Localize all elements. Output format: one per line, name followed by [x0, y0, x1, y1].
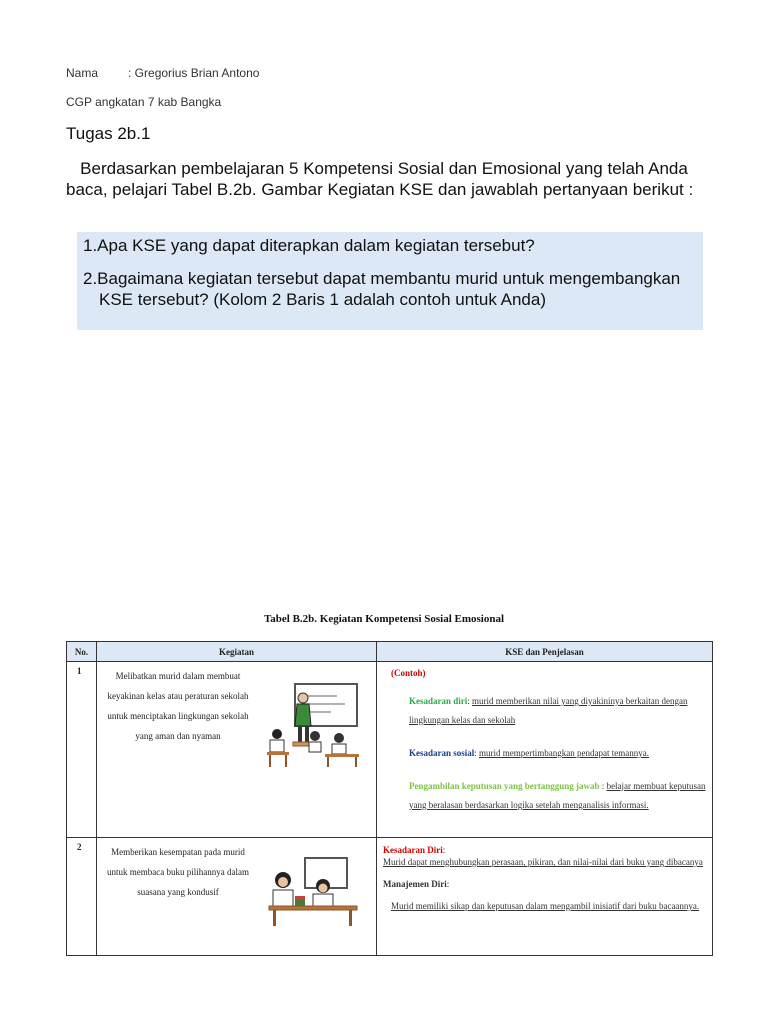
header-no: No. — [67, 642, 97, 662]
kse-label: Kesadaran Diri — [383, 845, 443, 855]
question-box — [77, 232, 703, 330]
row-number: 1 — [67, 662, 97, 838]
reading-illustration — [265, 856, 361, 930]
header-kse: KSE dan Penjelasan — [377, 642, 713, 662]
kse-cell — [377, 838, 713, 956]
activity-text: Melibatkan murid dalam membuat keyakinan kelas atau peraturan sekolah untuk menciptakan lingkungan sekolah yang aman dan nyaman — [107, 671, 249, 741]
name-label: Nama — [66, 66, 99, 80]
header-kegiatan: Kegiatan — [97, 642, 377, 662]
table-caption: Tabel B.2b. Kegiatan Kompetensi Sosial Emosional — [263, 613, 505, 625]
name-row — [66, 66, 259, 80]
kse-item: Kesadaran Diri: Murid dapat menghubungkan perasaan, pikiran, dan nilai-nilai dari buku yang dibacanya — [383, 844, 706, 868]
kse-label: Kesadaran sosial — [409, 748, 475, 758]
name-value: : Gregorius Brian Antono — [128, 66, 260, 80]
kse-label: Kesadaran diri — [409, 696, 468, 706]
question-2: 2.Bagaimana kegiatan tersebut dapat membantu murid untuk mengembangkan KSE tersebut? (Kolom 2 Baris 1 adalah contoh untuk Anda) — [83, 269, 681, 309]
row-number: 2 — [67, 838, 97, 956]
task-title: Tugas 2b.1 — [66, 124, 151, 143]
kse-table — [66, 641, 713, 956]
table-row — [67, 662, 713, 838]
kse-item: Kesadaran diri: murid memberikan nilai yang diyakininya berkaitan dengan lingkungan kelas dan sekolah — [409, 696, 688, 725]
kse-text: belajar membuat keputusan yang beralasan berdasarkan logika setelah menganalisis informasi. — [409, 781, 706, 810]
kse-label: Manajemen Diri — [383, 879, 447, 889]
kse-item: Kesadaran sosial: murid mempertimbangkan pendapat temannya. — [409, 748, 649, 758]
activity-cell — [97, 838, 377, 956]
activity-text: Memberikan kesempatan pada murid untuk membaca buku pilihannya dalam suasana yang kondusif — [107, 847, 249, 897]
kse-text: murid memberikan nilai yang diyakininya berkaitan dengan lingkungan kelas dan sekolah — [409, 696, 688, 725]
kse-text: murid mempertimbangkan pendapat temannya. — [479, 748, 649, 758]
cgp-line: CGP angkatan 7 kab Bangka — [66, 95, 222, 109]
activity-cell — [97, 662, 377, 838]
kse-text: Murid memiliki sikap dan keputusan dalam mengambil inisiatif dari buku bacaannya. — [391, 901, 700, 911]
contoh-label: (Contoh) — [391, 668, 426, 678]
instruction-paragraph — [66, 158, 706, 200]
classroom-illustration — [265, 682, 361, 770]
kse-item: Manajemen Diri: Murid memiliki sikap dan keputusan dalam mengambil inisiatif dari buku bacaannya. — [383, 878, 706, 916]
kse-item: Pengambilan keputusan yang bertanggung jawab : belajar membuat keputusan yang beralasan berdasarkan logika setelah menganalisis informasi. — [409, 781, 706, 810]
table-header-row — [67, 642, 713, 662]
kse-label: Pengambilan keputusan yang bertanggung jawab — [409, 781, 600, 791]
question-1: 1.Apa KSE yang dapat diterapkan dalam kegiatan tersebut? — [83, 236, 535, 255]
kse-cell — [377, 662, 713, 838]
instruction-text: Berdasarkan pembelajaran 5 Kompetensi Sosial dan Emosional yang telah Anda baca, pelajari Tabel B.2b. Gambar Kegiatan KSE dan jawablah pertanyaan berikut : — [66, 159, 694, 199]
kse-text: Murid dapat menghubungkan perasaan, pikiran, dan nilai-nilai dari buku yang dibacanya — [383, 857, 703, 867]
table-row — [67, 838, 713, 956]
